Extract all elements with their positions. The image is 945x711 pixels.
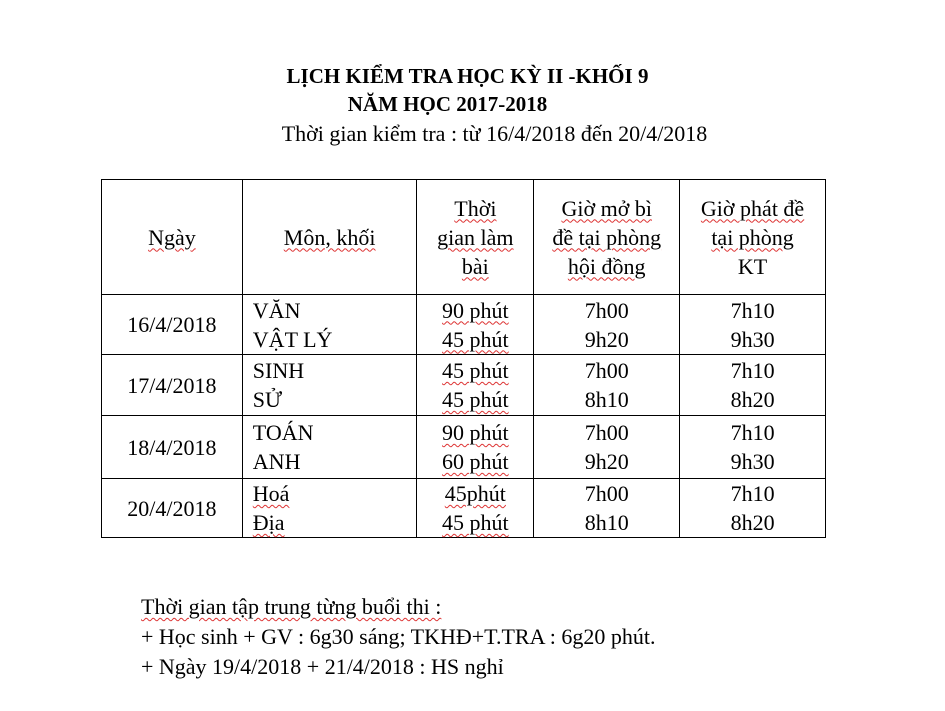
header-subject: [242, 180, 417, 295]
header-open-time-line: hội đồng: [567, 253, 646, 279]
distribute-time-cell: 7h10 9h30: [680, 416, 826, 479]
open-time-cell: 7h00 8h10: [534, 355, 680, 416]
header-date-line: Ngày: [148, 224, 196, 250]
header-duration-line: bài: [461, 253, 489, 279]
header-date: [102, 180, 243, 295]
exam-period-subtitle: Thời gian kiểm tra : từ 16/4/2018 đến 20/4/2018: [281, 121, 708, 146]
subject-cell: VĂN VẬT LÝ: [242, 295, 417, 355]
distribute-time-cell: 7h10 8h20: [680, 355, 826, 416]
duration-cell: 90 phút 45 phút: [417, 295, 534, 355]
notes-section: [141, 592, 656, 682]
subject-cell: Hoá Địa: [242, 479, 417, 538]
table-row: [102, 355, 826, 416]
header-open-time-line: Giờ mở bì: [561, 195, 652, 221]
note-line: + Học sinh + GV : 6g30 sáng; TKHĐ+T.TRA : 6g20 phút.: [141, 624, 656, 649]
header-duration-line: gian làm: [437, 224, 514, 250]
date-cell: 17/4/2018: [102, 355, 243, 416]
duration-cell: 90 phút 60 phút: [417, 416, 534, 479]
header-duration-line: Thời: [454, 195, 497, 221]
header-open-time-line: đề tại phòng: [552, 224, 662, 250]
table-row: [102, 295, 826, 355]
subject-cell: TOÁN ANH: [242, 416, 417, 479]
table-row: [102, 416, 826, 479]
open-time-cell: 7h00 9h20: [534, 416, 680, 479]
distribute-time-cell: 7h10 9h30: [680, 295, 826, 355]
subject-cell: SINH SỬ: [242, 355, 417, 416]
header-distribute-time: [680, 180, 826, 295]
document-title: LỊCH KIỂM TRA HỌC KỲ II -KHỐI 9: [286, 64, 649, 88]
header-distribute-time-line: Giờ phát đề: [700, 195, 805, 221]
note-line: Thời gian tập trung từng buổi thi :: [141, 594, 442, 619]
duration-cell: 45phút 45 phút: [417, 479, 534, 538]
date-cell: 16/4/2018: [102, 295, 243, 355]
header-distribute-time-line: KT: [737, 253, 768, 279]
duration-cell: 45 phút 45 phút: [417, 355, 534, 416]
table-row: [102, 479, 826, 538]
open-time-cell: 7h00 9h20: [534, 295, 680, 355]
exam-schedule-table: [101, 179, 826, 538]
date-cell: 20/4/2018: [102, 479, 243, 538]
header-open-time: [534, 180, 680, 295]
distribute-time-cell: 7h10 8h20: [680, 479, 826, 538]
school-year-title: NĂM HỌC 2017-2018: [347, 92, 548, 116]
date-cell: 18/4/2018: [102, 416, 243, 479]
header-subject-line: Môn, khối: [283, 224, 376, 250]
document-header: [0, 62, 945, 118]
note-line: + Ngày 19/4/2018 + 21/4/2018 : HS nghỉ: [141, 654, 504, 679]
header-distribute-time-line: tại phòng: [711, 224, 794, 250]
table-header-row: [102, 180, 826, 295]
open-time-cell: 7h00 8h10: [534, 479, 680, 538]
header-duration: [417, 180, 534, 295]
